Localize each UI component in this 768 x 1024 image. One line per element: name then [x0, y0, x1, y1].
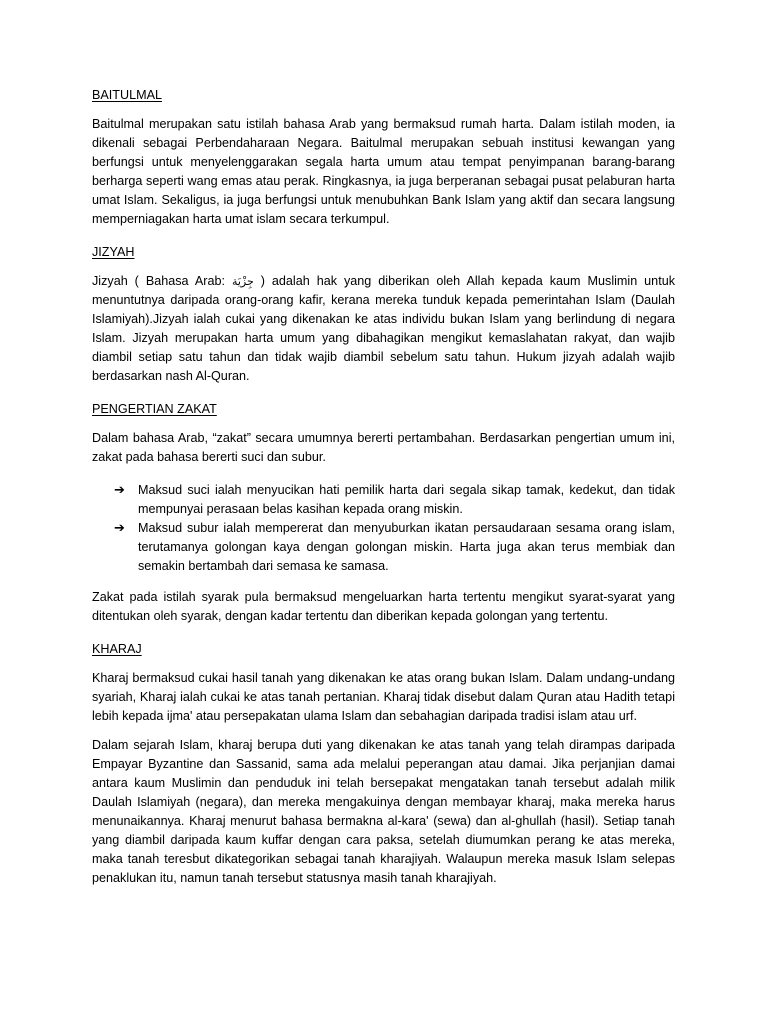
- section-zakat: [92, 400, 675, 626]
- section-jizyah: [92, 243, 675, 386]
- paragraph-kharaj-1: Kharaj bermaksud cukai hasil tanah yang dikenakan ke atas orang bukan Islam. Dalam undang-undang syariah, Kharaj ialah cukai ke atas tanah pertanian. Kharaj tidak disebut dalam Quran atau Hadith tetapi lebih kepada ijma' atau persepakatan ulama Islam dan sebahagian daripada tradisi islam atau urf.: [92, 671, 675, 723]
- paragraph-kharaj-2: Dalam sejarah Islam, kharaj berupa duti yang dikenakan ke atas tanah yang telah dirampas daripada Empayar Byzantine dan Sassanid, sama ada melalui peperangan atau damai. Jika perjanjian damai antara kaum Muslimin dan penduduk ini telah bersepakat mengatakan tanah tersebut adalah milik Daulah Islamiyah (negara), dan mereka mengakuinya dengan membayar kharaj, maka mereka harus menunaikannya. Kharaj menurut bahasa bermakna al-kara' (sewa) dan al-ghullah (hasil). Setiap tanah yang diambil daripada kaum kuffar dengan cara paksa, setelah diumumkan perang ke atas mereka, maka tanah teresbut dikategorikan sebagai tanah kharajiyah. Walaupun mereka masuk Islam selepas penaklukan itu, namun tanah tersebut statusnya masih tanah kharajiyah.: [92, 738, 675, 885]
- section-baitulmal: [92, 86, 675, 229]
- heading-zakat: PENGERTIAN ZAKAT: [92, 402, 217, 416]
- heading-jizyah: JIZYAH: [92, 245, 135, 259]
- section-kharaj: [92, 640, 675, 888]
- arabic-term-jizyah: جِزْيَة: [231, 275, 254, 288]
- heading-kharaj: KHARAJ: [92, 642, 142, 656]
- zakat-bullet-list: [92, 481, 675, 576]
- paragraph-baitulmal: Baitulmal merupakan satu istilah bahasa Arab yang bermaksud rumah harta. Dalam istilah moden, ia dikenali sebagai Perbendaharaan Negara. Baitulmal merupakan sebuah institusi kewangan yang berfungsi untuk menyelenggarakan segala harta umum atau tempat penyimpanan barang-barang berharga seperti wang emas atau perak. Ringkasnya, ia juga berperanan sebagai pusat pelaburan harta umat Islam. Sekaligus, ia juga berfungsi untuk menubuhkan Bank Islam yang aktif dan secara langsung memperniagakan harta umat islam secara terkumpul.: [92, 117, 675, 226]
- heading-baitulmal: BAITULMAL: [92, 88, 162, 102]
- list-item: [92, 519, 675, 576]
- arrow-right-icon: ➔: [114, 521, 125, 536]
- bullet-text: Maksud subur ialah mempererat dan menyuburkan ikatan persaudaraan sesama orang islam, terutamanya golongan kaya dengan golongan miskin. Harta juga akan terus membiak dan semakin bertambah dari semasa ke samasa.: [138, 521, 675, 573]
- jizyah-text-start: Jizyah ( Bahasa Arab:: [92, 274, 232, 288]
- jizyah-text-end: ) adalah hak yang diberikan oleh Allah kepada kaum Muslimin untuk menuntutnya daripada orang-orang kafir, kerana mereka tunduk kepada pemerintahan Islam (Daulah Islamiyah).Jizyah ialah cukai yang dikenakan ke atas individu bukan Islam yang berlindung di negara Islam. Jizyah merupakan harta umum yang dibahagikan mengikut kemaslahatan rakyat, dan wajib diambil setiap satu tahun dan tidak wajib diambil sebelum satu tahun. Hukum jizyah adalah wajib berdasarkan nash Al-Quran.: [92, 274, 675, 383]
- paragraph-jizyah: [92, 272, 675, 386]
- arrow-right-icon: ➔: [114, 483, 125, 498]
- paragraph-zakat-closing: Zakat pada istilah syarak pula bermaksud mengeluarkan harta tertentu mengikut syarat-syarat yang ditentukan oleh syarak, dengan kadar tertentu dan diberikan kepada golongan yang tertentu.: [92, 590, 675, 623]
- bullet-text: Maksud suci ialah menyucikan hati pemilik harta dari segala sikap tamak, kedekut, dan tidak mempunyai perasaan belas kasihan kepada orang miskin.: [138, 483, 675, 516]
- list-item: [92, 481, 675, 519]
- paragraph-zakat-intro: Dalam bahasa Arab, “zakat” secara umumnya bererti pertambahan. Berdasarkan pengertian umum ini, zakat pada bahasa bererti suci dan subur.: [92, 431, 675, 464]
- document-page: [92, 86, 675, 902]
